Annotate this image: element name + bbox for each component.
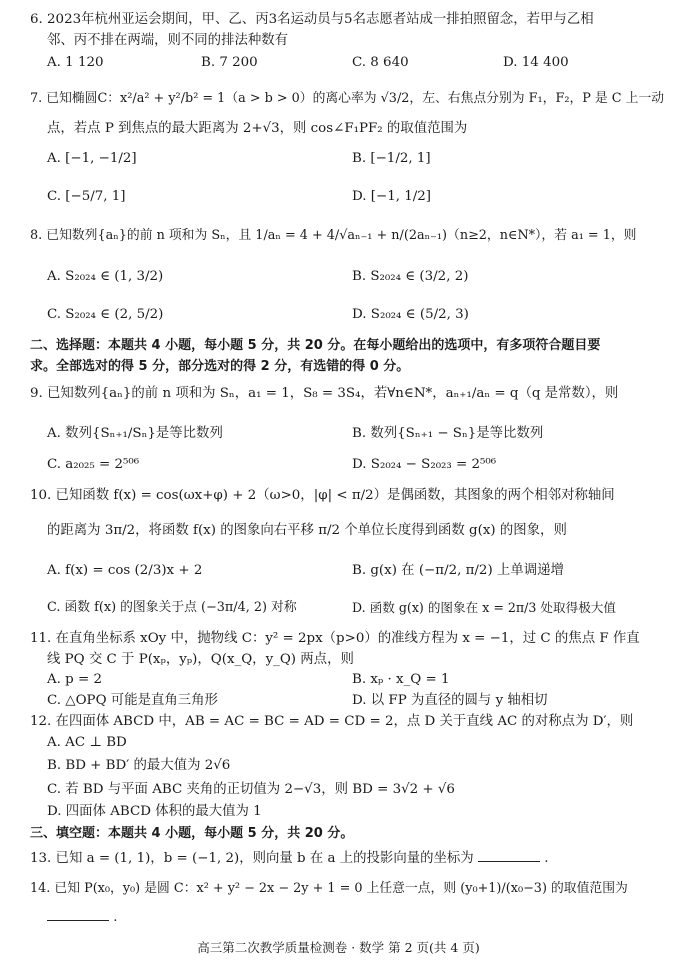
q14-stem-end: . xyxy=(113,910,118,925)
q9-option-a: A. 数列{Sₙ₊₁/Sₙ}是等比数列 xyxy=(47,426,223,441)
q9-option-b: B. 数列{Sₙ₊₁ − Sₙ}是等比数列 xyxy=(352,426,544,441)
q12-option-b: B. BD + BD′ 的最大值为 2√6 xyxy=(47,758,231,773)
q6-option-b: B. 7 200 xyxy=(201,55,258,70)
q9-stem-line1: 9. 已知数列{aₙ}的前 n 项和为 Sₙ，a₁ = 1，S₈ = 3S₄，若∀n∈N*，aₙ₊₁/aₙ = q（q 是常数），则 xyxy=(30,386,619,401)
q11-option-d: D. 以 FP 为直径的圆与 y 轴相切 xyxy=(352,693,548,708)
q10-stem-line2: 的距离为 3π/2，将函数 f(x) 的图象向右平移 π/2 个单位长度得到函数 g(x) 的图象，则 xyxy=(47,523,567,538)
q8-stem-line1: 8. 已知数列{aₙ}的前 n 项和为 Sₙ，且 1/aₙ = 4 + 4/√aₙ₋₁ + n/(2aₙ₋₁)（n≥2，n∈N*），若 a₁ = 1，则 xyxy=(30,228,637,243)
section3-heading: 三、填空题：本题共 4 小题，每小题 5 分，共 20 分。 xyxy=(30,826,354,841)
q7-option-c: C. [−5/7, 1] xyxy=(47,189,126,204)
q6-stem-line2: 邻、丙不排在两端，则不同的排法种数有 xyxy=(47,33,289,48)
q7-stem-line2: 点，若点 P 到焦点的最大距离为 2+√3，则 cos∠F₁PF₂ 的取值范围为 xyxy=(47,121,468,136)
q9-option-c: C. a₂₀₂₅ = 2⁵⁰⁶ xyxy=(47,457,140,472)
q8-option-a: A. S₂₀₂₄ ∈ (1, 3/2) xyxy=(47,269,164,284)
q12-option-d: D. 四面体 ABCD 体积的最大值为 1 xyxy=(47,804,262,819)
q11-stem-line2: 线 PQ 交 C 于 P(xₚ，yₚ)，Q(x_Q，y_Q) 两点，则 xyxy=(47,652,354,667)
q7-stem-line1: 7. 已知椭圆C：x²/a² + y²/b² = 1（a > b > 0）的离心率为 √3/2，左、右焦点分别为 F₁，F₂，P 是 C 上一动 xyxy=(30,91,665,106)
q10-stem-line1: 10. 已知函数 f(x) = cos(ωx+φ) + 2（ω>0，|φ| < π/2）是偶函数，其图象的两个相邻对称轴间 xyxy=(30,488,615,503)
section2-heading-line2: 求。全部选对的得 5 分，部分选对的得 2 分，有选错的得 0 分。 xyxy=(30,359,410,374)
q7-option-a: A. [−1, −1/2] xyxy=(47,151,137,166)
q11-option-c: C. △OPQ 可能是直角三角形 xyxy=(47,693,218,708)
q8-option-d: D. S₂₀₂₄ ∈ (5/2, 3) xyxy=(352,307,469,322)
q9-option-d: D. S₂₀₂₄ − S₂₀₂₃ = 2⁵⁰⁶ xyxy=(352,457,497,472)
q11-stem-line1: 11. 在直角坐标系 xOy 中，抛物线 C：y² = 2px（p>0）的准线方程为 x = −1，过 C 的焦点 F 作直 xyxy=(30,631,640,646)
q13-stem-text: 13. 已知 a = (1, 1)，b = (−1, 2)，则向量 b 在 a 上的投影向量的坐标为 xyxy=(30,851,474,866)
q10-option-d: D. 函数 g(x) 的图象在 x = 2π/3 处取得极大值 xyxy=(352,600,616,615)
page-footer: 高三第二次教学质量检测卷 · 数学 第 2 页(共 4 页) xyxy=(197,940,480,955)
q11-option-a: A. p = 2 xyxy=(47,672,103,687)
q7-option-d: D. [−1, 1/2] xyxy=(352,189,432,204)
q14-stem-line2 xyxy=(47,908,118,927)
q10-option-c: C. 函数 f(x) 的图象关于点 (−3π/4, 2) 对称 xyxy=(47,600,297,615)
q10-option-a: A. f(x) = cos (2/3)x + 2 xyxy=(47,563,203,578)
q11-option-b: B. xₚ · x_Q = 1 xyxy=(352,672,450,687)
q6-option-c: C. 8 640 xyxy=(352,55,409,70)
q12-stem-line1: 12. 在四面体 ABCD 中，AB = AC = BC = AD = CD = 2，点 D 关于直线 AC 的对称点为 D′，则 xyxy=(30,714,634,729)
q13-answer-blank xyxy=(478,849,540,862)
q12-option-a: A. AC ⊥ BD xyxy=(47,735,127,750)
section2-heading-line1: 二、选择题：本题共 4 小题，每小题 5 分，共 20 分。在每小题给出的选项中，有多项符合题目要 xyxy=(30,338,601,353)
q13-stem xyxy=(30,849,548,868)
q14-stem-line1: 14. 已知 P(x₀，y₀) 是圆 C：x² + y² − 2x − 2y + 1 = 0 上任意一点，则 (y₀+1)/(x₀−3) 的取值范围为 xyxy=(30,881,628,896)
q10-option-b: B. g(x) 在 (−π/2, π/2) 上单调递增 xyxy=(352,563,564,578)
q6-option-d: D. 14 400 xyxy=(503,55,569,70)
q7-option-b: B. [−1/2, 1] xyxy=(352,151,431,166)
q14-answer-blank xyxy=(47,908,109,921)
q8-option-c: C. S₂₀₂₄ ∈ (2, 5/2) xyxy=(47,307,164,322)
q6-option-a: A. 1 120 xyxy=(47,55,104,70)
q12-option-c: C. 若 BD 与平面 ABC 夹角的正切值为 2−√3，则 BD = 3√2 + √6 xyxy=(47,782,455,797)
q6-stem-line1: 6. 2023年杭州亚运会期间，甲、乙、丙3名运动员与5名志愿者站成一排拍照留念，若甲与乙相 xyxy=(30,12,594,27)
q8-option-b: B. S₂₀₂₄ ∈ (3/2, 2) xyxy=(352,269,469,284)
q13-stem-end: . xyxy=(544,851,549,866)
